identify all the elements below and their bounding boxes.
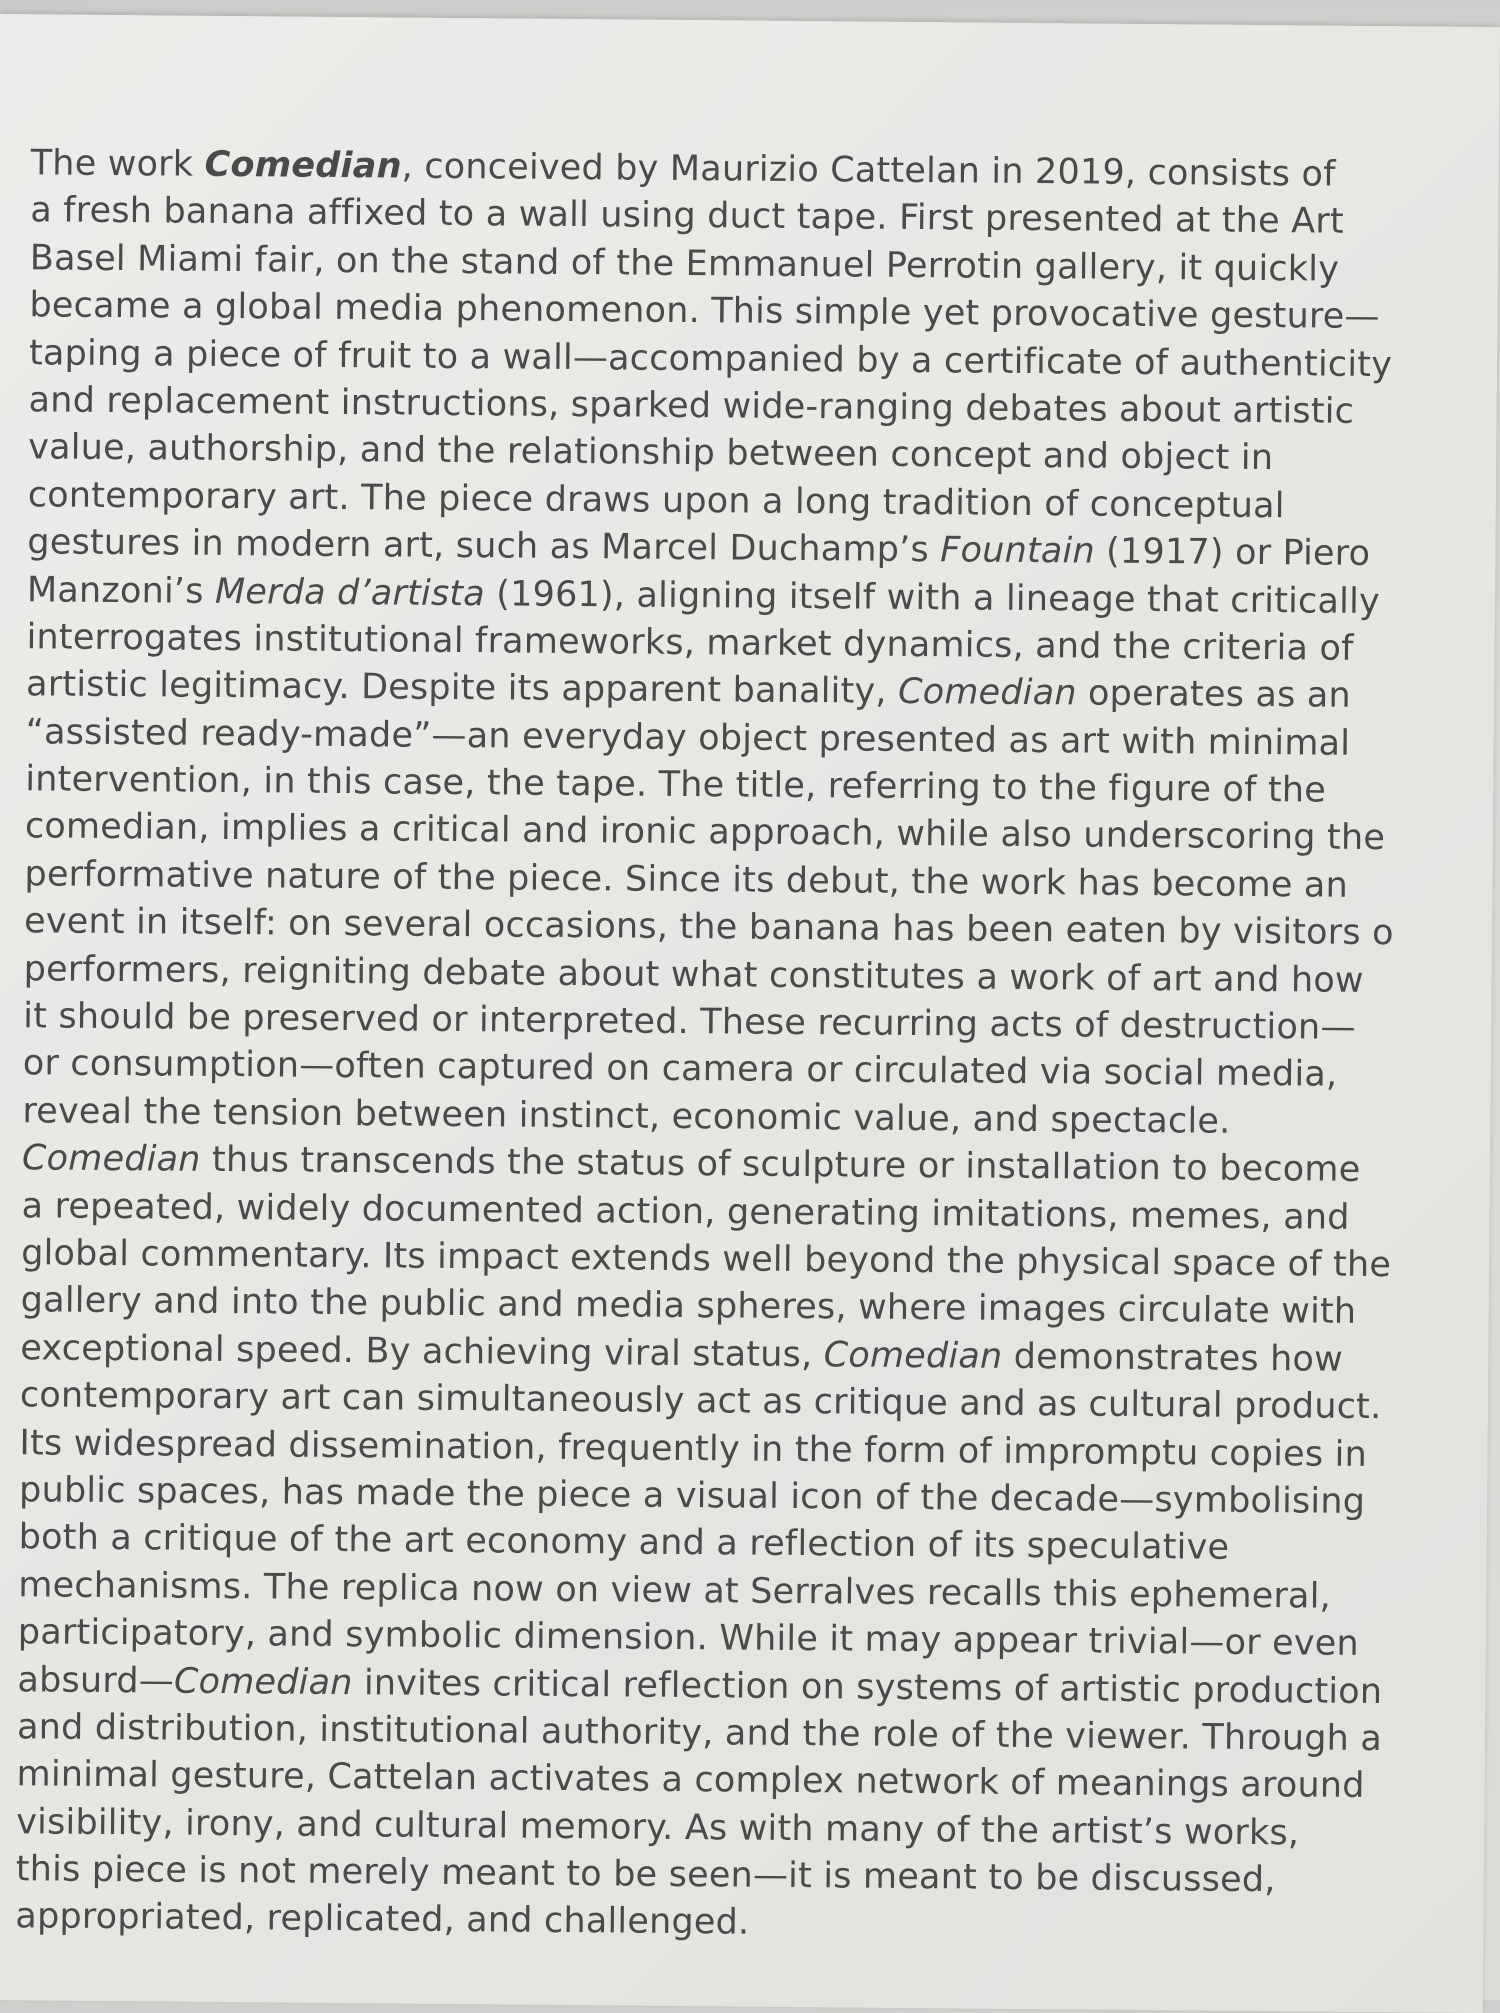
text-segment: mechanisms. The replica now on view at Serralves recalls this ephemeral, (18, 1564, 1332, 1617)
text-segment: contemporary art. The piece draws upon a long tradition of conceptual (27, 474, 1285, 526)
text-segment: global commentary. Its impact extends well beyond the physical space of the (21, 1233, 1392, 1286)
text-segment: Its widespread dissemination, frequently in the form of impromptu copies in (19, 1422, 1368, 1475)
text-segment: and distribution, institutional authority, and the role of the viewer. Through a (16, 1707, 1383, 1760)
italic-title: Comedian (897, 672, 1077, 714)
italic-title: Comedian (173, 1661, 353, 1703)
text-segment: gestures in modern art, such as Marcel Duchamp’s (27, 522, 941, 571)
text-segment: performers, reigniting debate about what constitutes a work of art and how (23, 948, 1364, 1001)
text-segment: event in itself: on several occasions, the banana has been eaten by visitors o (23, 901, 1394, 954)
text-segment: demonstrates how (1002, 1336, 1344, 1380)
text-segment: reveal the tension between instinct, economic value, and spectacle. (22, 1091, 1231, 1142)
text-segment: appropriated, replicated, and challenged. (15, 1896, 750, 1944)
wall-text-paragraph (15, 140, 1500, 1954)
italic-title: Comedian (823, 1335, 1003, 1377)
text-segment: absurd— (17, 1659, 175, 1702)
text-segment: interrogates institutional frameworks, market dynamics, and the criteria of (26, 617, 1354, 669)
text-segment: , conceived by Maurizio Cattelan in 2019, consists of (401, 146, 1336, 195)
text-segment: “assisted ready-made”—an everyday object presented as art with minimal (25, 711, 1351, 764)
text-segment: minimal gesture, Cattelan activates a complex network of meanings around (16, 1754, 1365, 1807)
text-segment: Basel Miami fair, on the stand of the Emmanuel Perrotin gallery, it quickly (29, 238, 1340, 290)
text-segment: visibility, irony, and cultural memory. As with many of the artist’s works, (16, 1801, 1300, 1854)
text-segment: taping a piece of fruit to a wall—accompanied by a certificate of authenticity (28, 332, 1393, 385)
text-segment: both a critique of the art economy and a reflection of its speculative (18, 1517, 1230, 1569)
text-segment: public spaces, has made the piece a visual icon of the decade—symbolising (18, 1470, 1366, 1522)
text-segment: exceptional speed. By achieving viral status, (20, 1327, 824, 1376)
text-segment: a repeated, widely documented action, generating imitations, memes, and (21, 1185, 1350, 1238)
text-segment: operates as an (1076, 673, 1352, 717)
text-segment: (1961), aligning itself with a lineage that critically (484, 573, 1381, 622)
text-segment: performative nature of the piece. Since its debut, the work has become an (24, 854, 1349, 906)
italic-title: Fountain (940, 530, 1095, 572)
text-segment: (1917) or Piero (1094, 531, 1371, 575)
text-segment: invites critical reflection on systems of artistic production (352, 1662, 1383, 1712)
text-segment: and replacement instructions, sparked wide-ranging debates about artistic (28, 380, 1355, 432)
text-segment: thus transcends the status of sculpture or installation to become (200, 1139, 1361, 1191)
text-segment: contemporary art can simultaneously act as critique and as cultural product. (19, 1375, 1382, 1428)
text-segment: a fresh banana affixed to a wall using duct tape. First presented at the Art (30, 190, 1345, 243)
text-segment: it should be preserved or interpreted. These recurring acts of destruction— (23, 996, 1356, 1048)
italic-title: Merda d’artista (214, 571, 486, 614)
text-segment: this piece is not merely meant to be seen—it is meant to be discussed, (15, 1849, 1276, 1901)
text-segment: gallery and into the public and media spheres, where images circulate with (20, 1280, 1357, 1333)
text-segment: The work (30, 143, 205, 185)
text-segment: value, authorship, and the relationship between concept and object in (28, 427, 1274, 479)
text-segment: Manzoni’s (26, 569, 216, 612)
text-segment: became a global media phenomenon. This simple yet provocative gesture— (29, 285, 1380, 338)
text-segment: intervention, in this case, the tape. The title, referring to the figure of the (25, 759, 1327, 811)
text-segment: artistic legitimacy. Despite its apparent banality, (25, 664, 899, 713)
artwork-title: Comedian (204, 144, 402, 187)
text-segment: comedian, implies a critical and ironic approach, while also underscoring the (24, 806, 1386, 859)
text-segment: participatory, and symbolic dimension. While it may appear trivial—or even (17, 1612, 1360, 1665)
wall-label-card (0, 14, 1500, 2013)
text-segment: or consumption—often captured on camera or circulated via social media, (22, 1043, 1338, 1096)
italic-title: Comedian (21, 1138, 201, 1180)
